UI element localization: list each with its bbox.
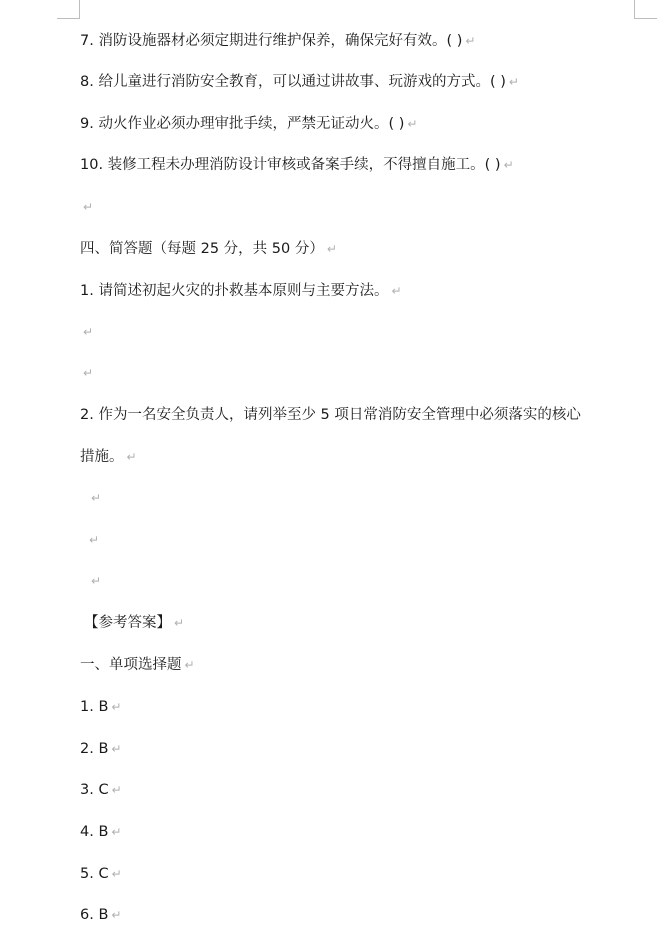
paragraph-text: 8. 给儿童进行消防安全教育，可以通过讲故事、玩游戏的方式。( ) xyxy=(80,74,506,90)
document-paragraph xyxy=(80,737,121,761)
paragraph-mark-icon: ↵ xyxy=(184,658,195,672)
paragraph-mark-icon: ↵ xyxy=(91,491,102,505)
paragraph-text: 1. 请简述初起火灾的扑救基本原则与主要方法。 xyxy=(80,283,389,299)
paragraph-text: 3. C xyxy=(80,782,109,798)
paragraph-mark-icon: ↵ xyxy=(465,34,476,48)
document-paragraph xyxy=(80,445,137,469)
paragraph-mark-icon: ↵ xyxy=(174,616,185,630)
document-paragraph xyxy=(80,70,519,94)
document-paragraph xyxy=(80,403,581,427)
document-paragraph xyxy=(88,569,101,593)
paragraph-text: 4. B xyxy=(80,824,109,840)
paragraph-text: 一、单项选择题 xyxy=(80,657,182,673)
paragraph-mark-icon: ↵ xyxy=(508,75,519,89)
document-paragraph xyxy=(80,112,417,136)
paragraph-mark-icon: ↵ xyxy=(111,742,122,756)
paragraph-mark-icon: ↵ xyxy=(126,450,137,464)
paragraph-mark-icon: ↵ xyxy=(91,574,102,588)
paragraph-text: 2. 作为一名安全负责人，请列举至少 5 项日常消防安全管理中必须落实的核心 xyxy=(80,407,581,423)
document-paragraph xyxy=(80,320,93,344)
document-paragraph xyxy=(86,528,99,552)
paragraph-text: 6. B xyxy=(80,907,109,923)
paragraph-text: 9. 动火作业必须办理审批手续，严禁无证动火。( ) xyxy=(80,116,405,132)
paragraph-mark-icon: ↵ xyxy=(503,158,514,172)
document-paragraph xyxy=(88,486,101,510)
paragraph-mark-icon: ↵ xyxy=(83,366,94,380)
paragraph-mark-icon: ↵ xyxy=(111,908,122,922)
document-paragraph xyxy=(80,695,121,719)
paragraph-mark-icon: ↵ xyxy=(83,200,94,214)
paragraph-text: 10. 装修工程未办理消防设计审核或备案手续，不得擅自施工。( ) xyxy=(80,157,501,173)
page-corner-mark-left xyxy=(57,0,80,19)
paragraph-mark-icon: ↵ xyxy=(111,825,122,839)
paragraph-mark-icon: ↵ xyxy=(89,533,100,547)
paragraph-mark-icon: ↵ xyxy=(407,117,418,131)
paragraph-text: 四、简答题（每题 25 分，共 50 分） xyxy=(80,241,324,257)
document-paragraph xyxy=(80,237,337,261)
document-paragraph xyxy=(80,778,122,802)
document-paragraph xyxy=(80,279,402,303)
document-paragraph xyxy=(80,195,93,219)
paragraph-mark-icon: ↵ xyxy=(111,783,122,797)
paragraph-text: 措施。 xyxy=(80,449,124,465)
paragraph-mark-icon: ↵ xyxy=(111,700,122,714)
paragraph-text: 5. C xyxy=(80,866,109,882)
paragraph-text: 7. 消防设施器材必须定期进行维护保养，确保完好有效。( ) xyxy=(80,33,463,49)
document-paragraph xyxy=(80,903,121,927)
page-corner-mark-right xyxy=(634,0,657,19)
document-paragraph xyxy=(80,653,195,677)
document-paragraph xyxy=(80,820,121,844)
paragraph-mark-icon: ↵ xyxy=(326,242,337,256)
document-paragraph xyxy=(80,361,93,385)
document-paragraph xyxy=(80,862,122,886)
paragraph-text: 【参考答案】 xyxy=(84,615,171,631)
document-paragraph xyxy=(80,153,514,177)
paragraph-mark-icon: ↵ xyxy=(391,284,402,298)
document-paragraph xyxy=(80,29,475,53)
paragraph-mark-icon: ↵ xyxy=(83,325,94,339)
document-paragraph xyxy=(84,611,184,635)
paragraph-text: 1. B xyxy=(80,699,109,715)
paragraph-text: 2. B xyxy=(80,741,109,757)
paragraph-mark-icon: ↵ xyxy=(111,867,122,881)
